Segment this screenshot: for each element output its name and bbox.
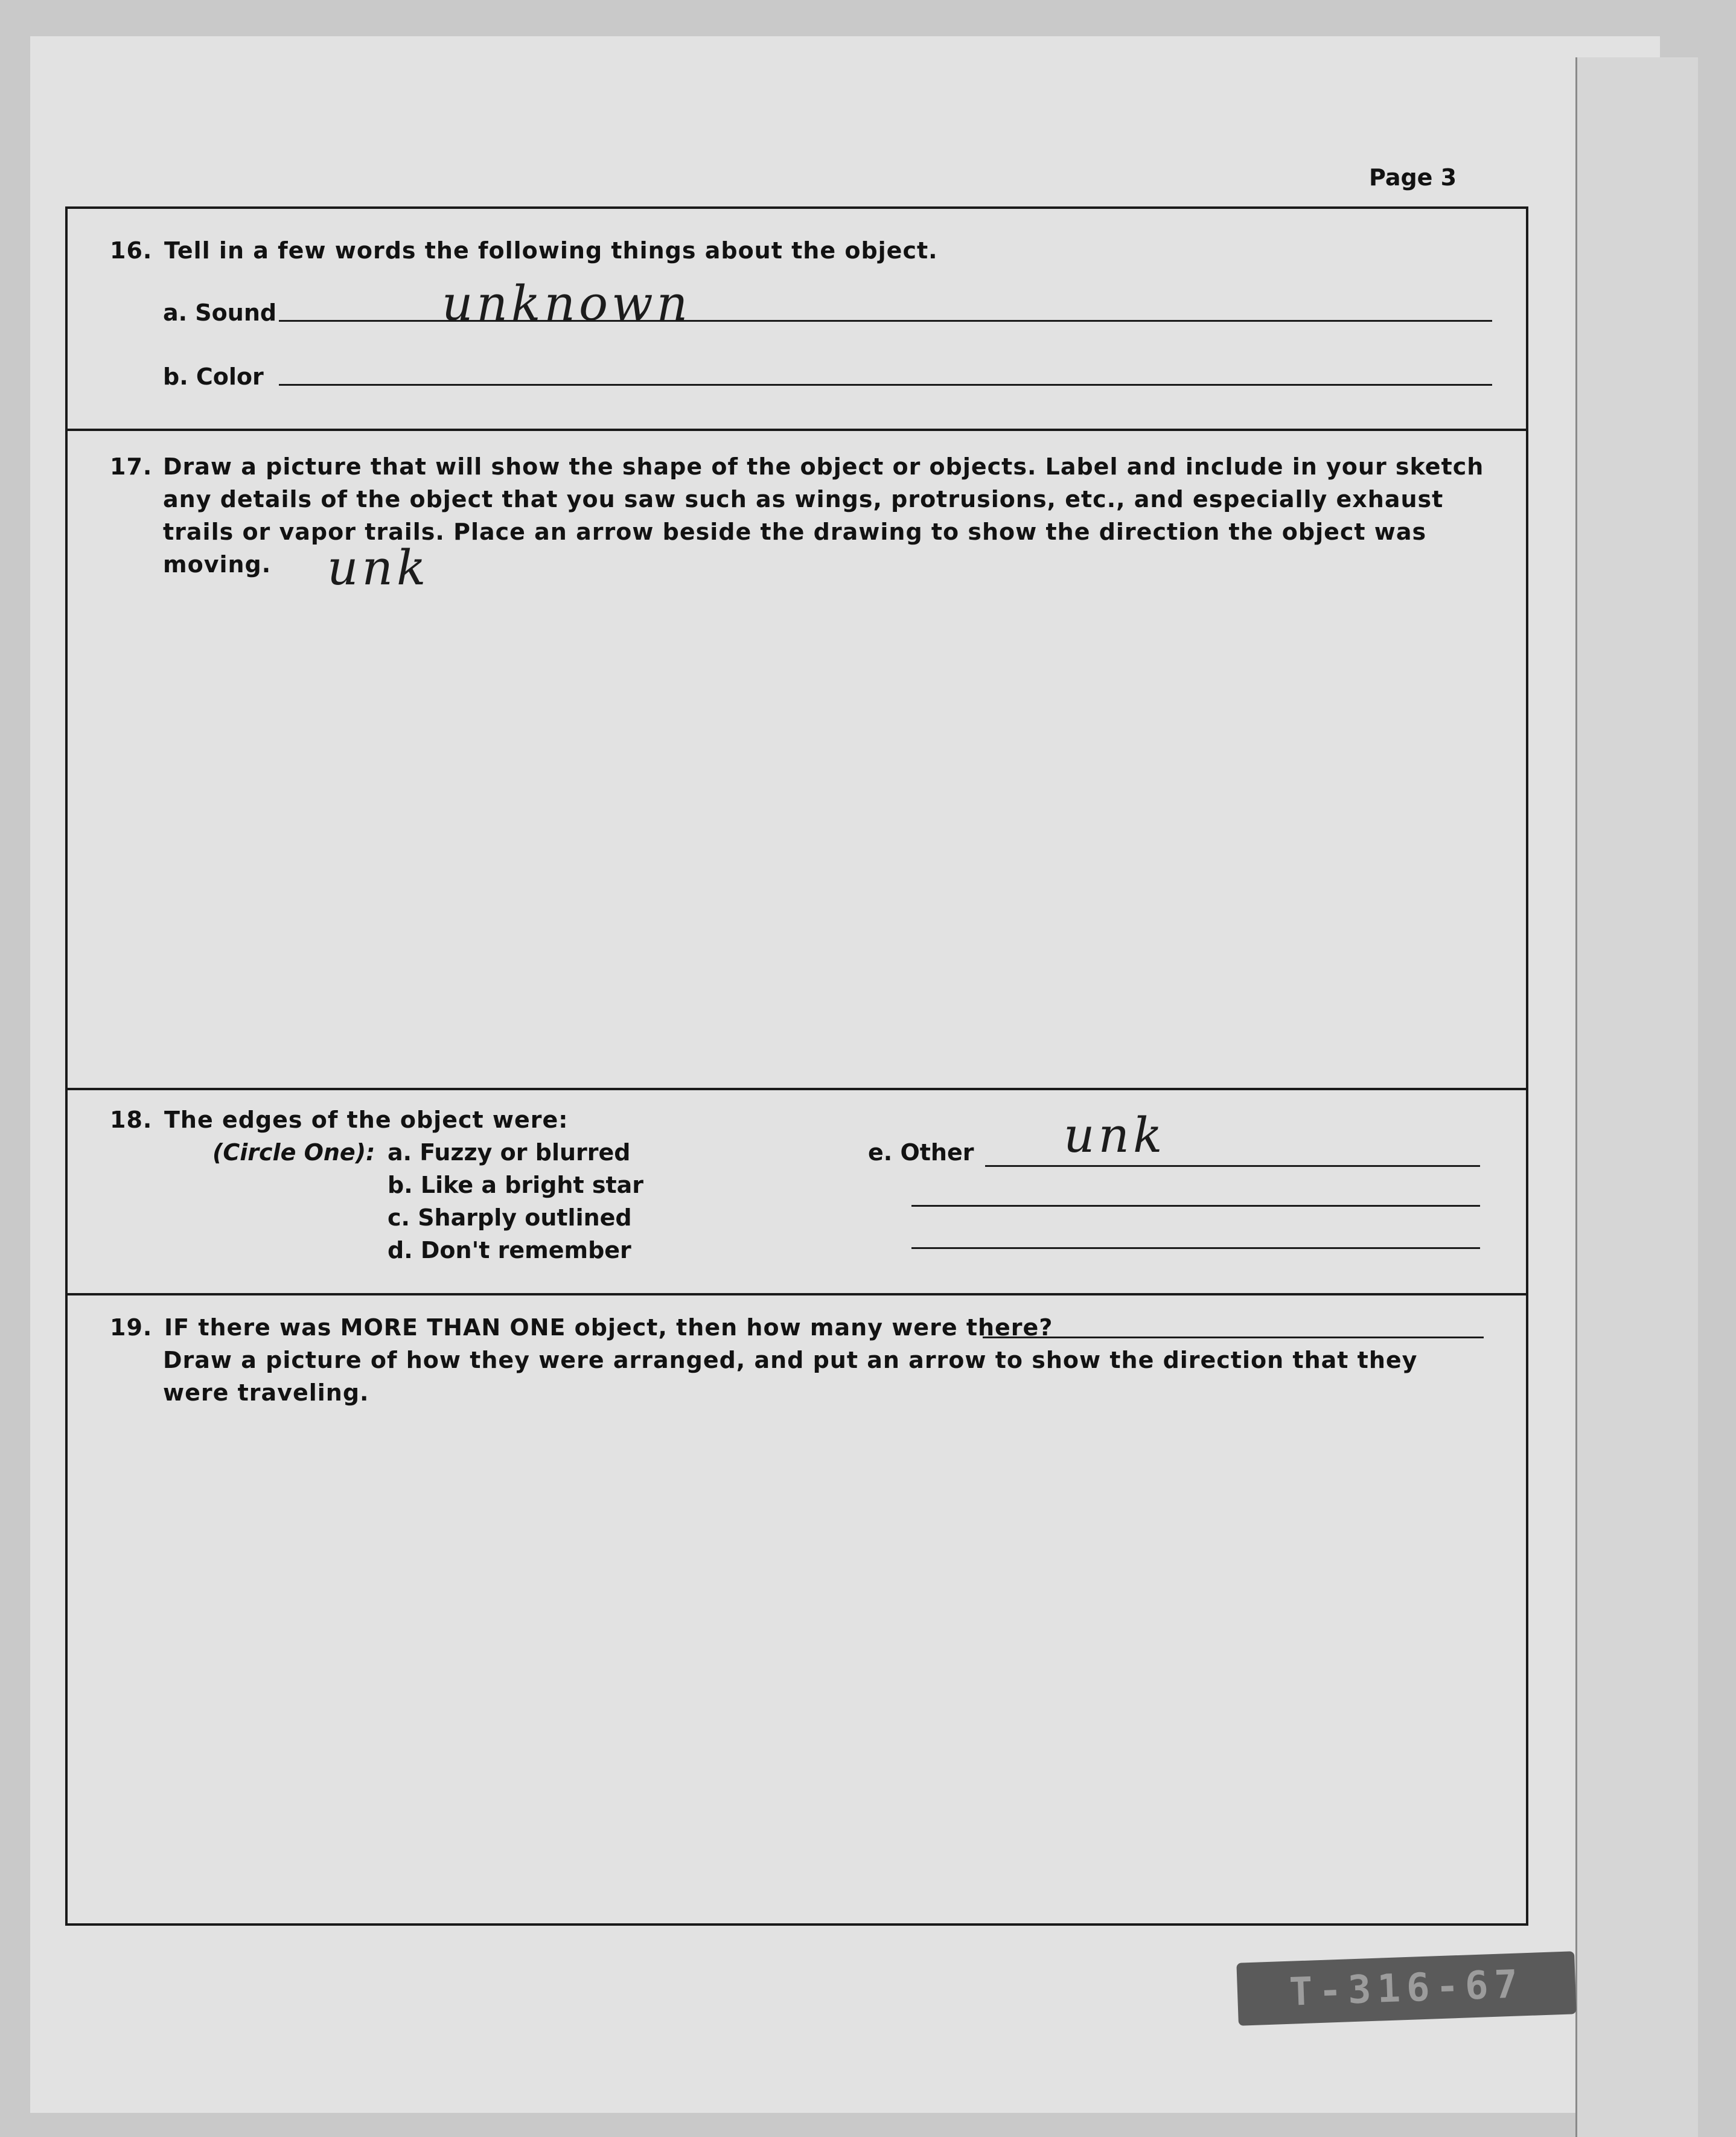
circle-one-label: (Circle One): [212,1139,375,1166]
question-18 [110,1104,568,1136]
question-16-text: Tell in a few words the following things about the object. [164,237,938,264]
sound-answer[interactable]: unknown [442,275,692,331]
question-17-number: 17. [110,453,153,480]
file-number-stamp-text: T-316-67 [1288,1962,1525,2015]
option-bright-star[interactable]: b. Like a bright star [388,1172,644,1198]
color-line [279,384,1492,386]
other-answer[interactable]: unk [1064,1107,1166,1163]
question-18-section [68,1090,1526,1295]
page-number: Page 3 [1369,164,1457,191]
question-19 [110,1311,1053,1344]
other-line-1 [985,1165,1480,1167]
color-label: b. Color [163,363,264,390]
question-17-section [68,431,1526,1090]
question-18-number: 18. [110,1107,153,1133]
question-19-section [68,1295,1526,1926]
scan-edge-strip [1575,57,1698,2137]
question-17-text: Draw a picture that will show the shape of the object or objects. Label and include in your sketch any details of the object that you saw such as wings, protrusions, etc., and especially exhaust trails or vapor trails. Place an arrow beside the drawing to show the direction the object was moving. [163,453,1484,578]
other-label: e. Other [868,1139,974,1166]
question-16-section [68,209,1526,431]
question-19-text-line2: Draw a picture of how they were arranged, and put an arrow to show the direction that they were traveling. [163,1347,1418,1406]
question-19-text-line1: IF there was MORE THAN ONE object, then how many were there? [164,1314,1053,1341]
object-count-line [983,1337,1484,1338]
question-16-number: 16. [110,237,153,264]
question-18-text: The edges of the object were: [164,1107,569,1133]
other-line-3 [911,1247,1480,1249]
questionnaire-form [65,206,1528,1926]
file-number-stamp [1236,1951,1576,2025]
question-17-answer[interactable]: unk [327,540,430,596]
other-line-2 [911,1205,1480,1207]
sound-label: a. Sound [163,299,277,326]
option-sharply-outlined[interactable]: c. Sharply outlined [388,1204,632,1231]
question-19-number: 19. [110,1314,153,1341]
option-fuzzy[interactable]: a. Fuzzy or blurred [388,1139,631,1166]
option-dont-remember[interactable]: d. Don't remember [388,1237,631,1263]
question-16 [110,234,938,267]
